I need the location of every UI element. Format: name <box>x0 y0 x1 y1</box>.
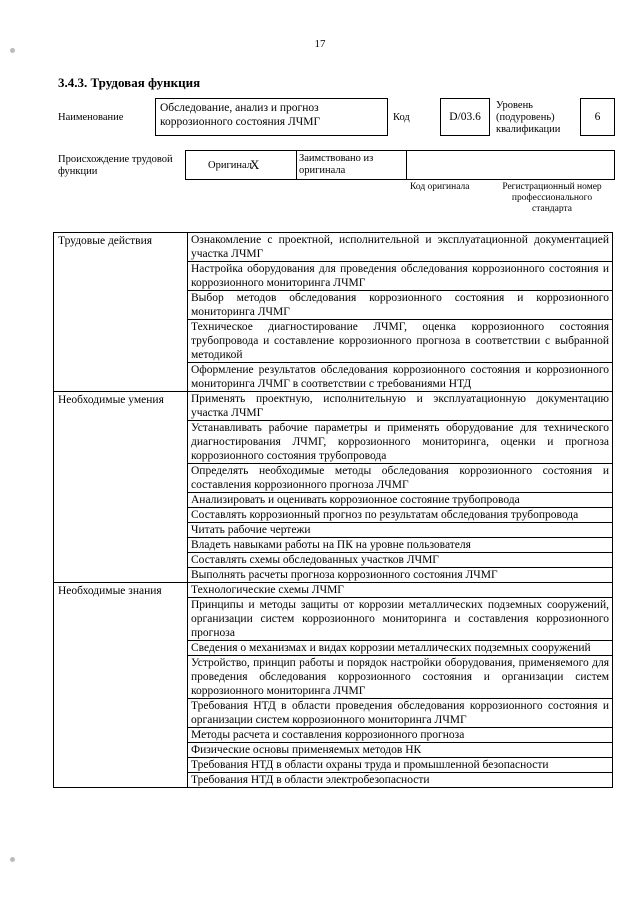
item-cell: Оформление результатов обследования коррозионного состояния и коррозионного мониторинга ЛЧМГ в соответствии с требованиями НТД <box>188 363 613 392</box>
divider <box>296 151 297 179</box>
code-value: D/03.6 <box>449 111 481 123</box>
item-cell: Ознакомление с проектной, исполнительной и эксплуатационной документацией участка ЛЧМГ <box>188 233 613 262</box>
level-box <box>580 98 615 136</box>
item-cell: Настройка оборудования для проведения обследования коррозионного состояния и коррозионного мониторинга ЛЧМГ <box>188 262 613 291</box>
item-cell: Физические основы применяемых методов НК <box>188 743 613 758</box>
table-row <box>54 392 613 421</box>
original-label: Оригинал <box>208 160 252 171</box>
borrowed-label: Заимствовано из оригинала <box>299 153 374 176</box>
item-cell: Анализировать и оценивать коррозионное состояние трубопровода <box>188 493 613 508</box>
item-cell: Принципы и методы защиты от коррозии металлических подземных сооружений, организации систем коррозионного мониторинга и составления коррозионного прогноза <box>188 598 613 641</box>
item-cell: Устанавливать рабочие параметры и применять оборудование для технического диагностирования ЛЧМГ, коррозионного мониторинга, оценки и прогноза коррозионного состояния трубопровода <box>188 421 613 464</box>
item-cell: Составлять коррозионный прогноз по результатам обследования трубопровода <box>188 508 613 523</box>
item-cell: Выполнять расчеты прогноза коррозионного состояния ЛЧМГ <box>188 568 613 583</box>
page-number: 17 <box>314 38 326 50</box>
code-original-caption: Код оригинала <box>410 182 470 192</box>
category-cell: Трудовые действия <box>54 233 188 392</box>
item-cell: Сведения о механизмах и видах коррозии металлических подземных сооружений <box>188 641 613 656</box>
item-cell: Читать рабочие чертежи <box>188 523 613 538</box>
item-cell: Владеть навыками работы на ПК на уровне пользователя <box>188 538 613 553</box>
item-cell: Определять необходимые методы обследования коррозионного состояния и составления коррозионного прогноза ЛЧМГ <box>188 464 613 493</box>
item-cell: Требования НТД в области проведения обследования коррозионного состояния и организации систем коррозионного мониторинга ЛЧМГ <box>188 699 613 728</box>
name-label: Наименование <box>58 112 124 123</box>
item-cell: Применять проектную, исполнительную и эксплуатационную документацию участка ЛЧМГ <box>188 392 613 421</box>
item-cell: Техническое диагностирование ЛЧМГ, оценка коррозионного состояния трубопровода и составление коррозионного прогноза в соответствии с выбранной методикой <box>188 320 613 363</box>
function-details-table <box>53 232 613 788</box>
divider <box>406 151 407 179</box>
section-title: 3.4.3. Трудовая функция <box>58 75 201 90</box>
category-cell: Необходимые знания <box>54 583 188 788</box>
item-cell: Методы расчета и составления коррозионного прогноза <box>188 728 613 743</box>
item-cell: Технологические схемы ЛЧМГ <box>188 583 613 598</box>
code-box <box>440 98 490 136</box>
item-cell: Устройство, принцип работы и порядок настройки оборудования, применяемого для проведения обследования коррозионного состояния и организации систем коррозионного мониторинга ЛЧМГ <box>188 656 613 699</box>
code-label: Код <box>393 112 410 123</box>
punch-hole-mark <box>10 857 15 862</box>
reg-number-caption: Регистрационный номер профессионального стандарта <box>502 182 602 214</box>
level-value: 6 <box>594 111 601 123</box>
origin-label: Происхождение трудовой функции <box>58 154 173 177</box>
category-cell: Необходимые умения <box>54 392 188 583</box>
table-row <box>54 583 613 598</box>
function-name-box <box>155 98 388 136</box>
original-mark: X <box>250 157 260 172</box>
origin-table <box>185 150 615 180</box>
item-cell: Выбор методов обследования коррозионного состояния и коррозионного мониторинга ЛЧМГ <box>188 291 613 320</box>
table-row <box>54 233 613 262</box>
qualification-level-label: Уровень (подуровень) квалификации <box>496 100 561 135</box>
item-cell: Составлять схемы обследованных участков ЛЧМГ <box>188 553 613 568</box>
item-cell: Требования НТД в области охраны труда и промышленной безопасности <box>188 758 613 773</box>
function-name: Обследование, анализ и прогноз коррозионного состояния ЛЧМГ <box>160 102 321 128</box>
item-cell: Требования НТД в области электробезопасности <box>188 773 613 788</box>
